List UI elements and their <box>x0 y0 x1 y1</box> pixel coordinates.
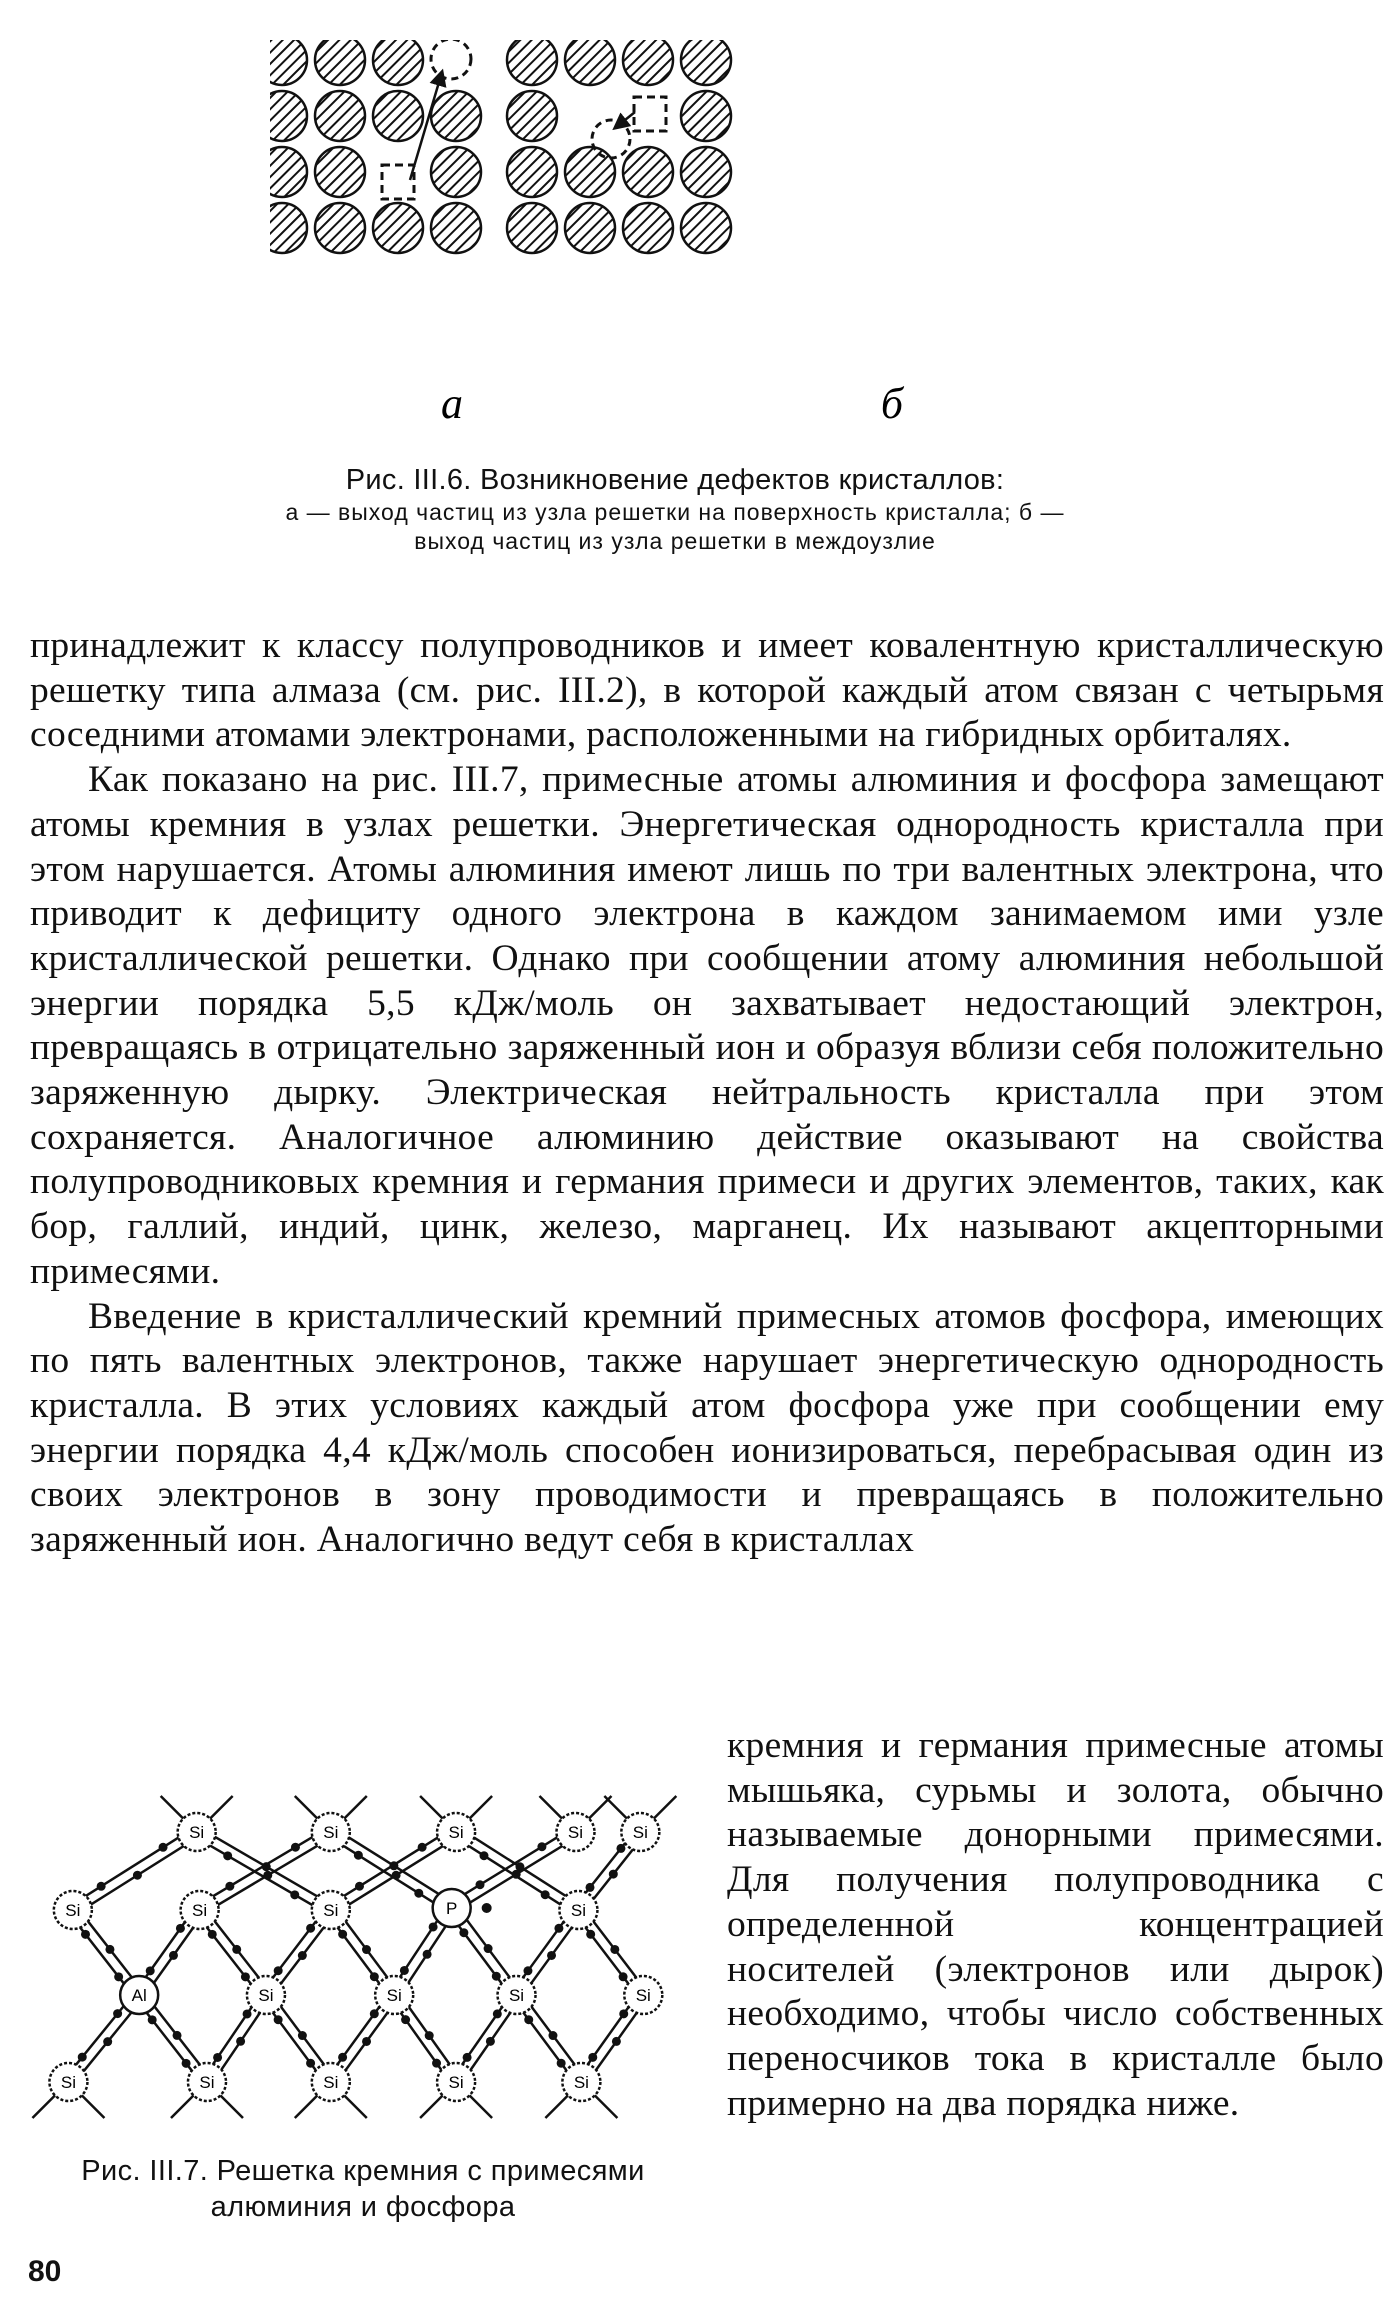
bond-electron <box>81 1930 90 1939</box>
bond-electron <box>523 1966 532 1975</box>
silicon-atom <box>188 2063 226 2101</box>
panel-a-lattice-particle <box>315 40 365 85</box>
panel-b-lattice-particle <box>507 91 557 141</box>
atom-symbol: Si <box>386 1986 402 2005</box>
bond-electron <box>619 2009 628 2018</box>
bond-electron <box>225 1882 234 1891</box>
figure-panel-b <box>507 40 731 253</box>
atom-symbol: Si <box>570 1901 586 1920</box>
atom-symbol: Al <box>131 1986 147 2005</box>
bond-electron <box>414 1889 423 1898</box>
silicon-atom <box>312 1813 350 1851</box>
bond-electron <box>463 2053 472 2062</box>
bond-electron <box>588 2053 597 2062</box>
bond-electron <box>306 1924 315 1933</box>
bond-electron <box>610 1945 619 1954</box>
panel-b-vacancy <box>634 97 666 131</box>
panel-a-displaced-particle <box>431 40 471 79</box>
bond-electron <box>133 1871 142 1880</box>
bond-electron <box>169 1951 178 1960</box>
main-body-text <box>30 624 1384 1563</box>
silicon-atom <box>247 1976 285 2014</box>
bond-electron <box>429 1922 438 1931</box>
bond-electron <box>274 1966 283 1975</box>
panel-b-lattice-particle <box>565 203 615 253</box>
paragraph-2: Как показано на рис. III.7, примесные атомы алюминия и фосфора замещают атомы кремния в узлах решетки. Энергетическая однородность кристалла при этом нарушается. Атомы алюминия имеют лишь по три валентных электрона, что приводит к дефициту одного электрона в каждом занимаемом ими узле кристаллической решетки. Однако при сообщении атому алюминия небольшой энергии порядка 5,5 кДж/моль он захватывает недостающий электрон, превращаясь в отрицательно заряженный ион и образуя вблизи себя положительно заряженную дырку. Электрическая нейтральность кристалла при этом сохраняется. Аналогичное алюминию действие оказывают на свойства полупроводниковых кремния и германия примеси и других элементов, таких, как бор, галлий, индий, цинк, железо, марганец. Их называют акцепторными примесями. <box>30 759 1384 1292</box>
paragraph-3: Введение в кристаллический кремний примесных атомов фосфора, имеющих по пять валентных электронов, также нарушает энергетическую однородность кристалла. В этих условиях каждый атом фосфора уже при сообщении ему энергии порядка 4,4 кДж/моль способен ионизироваться, перебрасывая один из своих электронов в зону проводимости и превращаясь в положительно заряженный ион. Аналогично ведут себя в кристаллах <box>30 1295 1384 1561</box>
figure-iii-6-caption-title: Рис. III.6. Возникновение дефектов кристаллов: <box>345 464 1005 496</box>
free-electron <box>482 1903 492 1913</box>
bond-electron <box>298 2031 307 2040</box>
panel-b-lattice-particle <box>681 91 731 141</box>
figure-iii-7-caption: Рис. III.7. Решетка кремния с примесями алюминия и фосфора <box>81 2155 645 2223</box>
bond-electron <box>354 1851 363 1860</box>
bond-electron <box>146 1966 155 1975</box>
bond-electron <box>290 1890 299 1899</box>
silicon-atom <box>556 1813 594 1851</box>
panel-b-lattice-particle <box>623 203 673 253</box>
atom-symbol: Si <box>323 1901 339 1920</box>
bond-electron <box>105 1945 114 1954</box>
bond-electron <box>182 2059 191 2068</box>
figure-iii-7 <box>28 1768 698 2153</box>
panel-a-vacancy <box>382 165 414 199</box>
silicon-atom <box>437 1813 475 1851</box>
bond-electron <box>213 2053 222 2062</box>
atom-symbol: Si <box>448 1823 464 1842</box>
bond-electron <box>547 1951 556 1960</box>
bond-electron <box>425 2031 434 2040</box>
panel-a-label: а <box>441 379 463 428</box>
panel-b-lattice-particle <box>623 147 673 197</box>
panel-a-lattice-particle <box>270 40 307 85</box>
silicon-atom <box>621 1813 659 1851</box>
atom-symbol: Si <box>60 2073 76 2092</box>
bond-electron <box>479 1851 488 1860</box>
atom-symbol: Si <box>635 1986 651 2005</box>
bond-electron <box>97 1882 106 1891</box>
bond-electron <box>537 1842 546 1851</box>
bond-electron <box>362 1945 371 1954</box>
atom-symbol: Si <box>573 2073 589 2092</box>
bond-electron <box>541 1890 550 1899</box>
atom-symbol: Si <box>448 2073 464 2092</box>
bond-electron <box>459 1928 468 1937</box>
bond-electron <box>338 2053 347 2062</box>
atom-symbol: Si <box>192 1901 208 1920</box>
panel-b-lattice-particle <box>681 147 731 197</box>
bond-electron <box>274 2015 283 2024</box>
bond-electron <box>173 2031 182 2040</box>
panel-b-lattice-particle <box>507 147 557 197</box>
bond-electron <box>401 2015 410 2024</box>
bond-electron <box>616 1844 625 1853</box>
bond-electron <box>306 2059 315 2068</box>
panel-a-lattice-particle <box>315 203 365 253</box>
bond-electron <box>612 2037 621 2046</box>
figure-iii-6-caption-description: а — выход частиц из узла решетки на поверхность кристалла; б — выход частиц из узла решетки в междоузлие <box>285 499 1065 554</box>
silicon-atom <box>498 1976 536 2014</box>
lattice-bond <box>197 1828 328 1906</box>
bond-electron <box>418 1843 427 1852</box>
bond-electron <box>484 1944 493 1953</box>
bond-electron <box>370 1972 379 1981</box>
panel-b-lattice-particle <box>681 40 731 85</box>
bond-electron <box>103 2037 112 2046</box>
bond-electron <box>586 1930 595 1939</box>
bond-electron <box>298 1951 307 1960</box>
bond-electron <box>423 1950 432 1959</box>
panel-a-lattice-particle <box>270 147 307 197</box>
silicon-atom <box>437 2063 475 2101</box>
bond-electron <box>355 1882 364 1891</box>
bond-electron <box>291 1843 300 1852</box>
bond-electron <box>223 1851 232 1860</box>
bond-electron <box>476 1880 485 1889</box>
panel-b-lattice-particle <box>507 40 557 85</box>
bond-electron <box>243 2009 252 2018</box>
phosphorus-atom <box>433 1889 471 1927</box>
bond-electron <box>619 1972 628 1981</box>
bond-electron <box>113 2009 122 2018</box>
bond-electron <box>263 1871 272 1880</box>
panel-b-lattice-particle <box>681 203 731 253</box>
silicon-atom <box>178 1813 216 1851</box>
bond-electron <box>114 1972 123 1981</box>
silicon-atom <box>624 1976 662 2014</box>
silicon-atom <box>562 2063 600 2101</box>
bond-electron <box>176 1924 185 1933</box>
figure-panel-a <box>270 40 481 253</box>
atom-symbol: Si <box>199 2073 215 2092</box>
atom-symbol: Si <box>323 2073 339 2092</box>
panel-b-lattice-particle <box>507 203 557 253</box>
bond-electron <box>609 1870 618 1879</box>
bond-electron <box>236 2037 245 2046</box>
silicon-atom <box>559 1891 597 1929</box>
panel-b-lattice-particle <box>565 40 615 85</box>
bond-electron <box>585 1883 594 1892</box>
page-number: 80 <box>28 2255 62 2288</box>
figure-iii-6 <box>270 40 1120 440</box>
panel-a-lattice-particle <box>270 91 307 141</box>
bond-electron <box>400 1966 409 1975</box>
atom-symbol: Si <box>189 1823 205 1842</box>
panel-b-lattice-particle <box>623 40 673 85</box>
bond-electron <box>362 2037 371 2046</box>
bond-electron <box>148 2015 157 2024</box>
atom-symbol: Si <box>323 1823 339 1842</box>
bond-electron <box>241 1972 250 1981</box>
side-column-text <box>727 1724 1384 2126</box>
figure-iii-6-caption <box>260 462 1090 556</box>
lattice-bond <box>70 1828 194 1906</box>
panel-b-label: б <box>880 379 904 428</box>
atom-symbol: Si <box>508 1986 525 2005</box>
paragraph-1: принадлежит к классу полупроводников и имеет ковалентную кристаллическую решетку типа алмаза (см. рис. III.2), в которой каждый атом связан с четырьмя соседними атомами электронами, расположенными на гибридных орбиталях. <box>30 625 1384 756</box>
atom-symbol: Si <box>258 1986 274 2005</box>
bond-electron <box>557 2059 566 2068</box>
bond-electron <box>370 2009 379 2018</box>
bond-electron <box>548 2031 557 2040</box>
bond-electron <box>486 2037 495 2046</box>
silicon-atom <box>312 1891 350 1929</box>
bond-electron <box>554 1924 563 1933</box>
bond-electron <box>392 1871 401 1880</box>
bond-electron <box>208 1930 217 1939</box>
atom-symbol: Si <box>65 1901 81 1920</box>
bond-electron <box>524 2015 533 2024</box>
panel-a-lattice-particle <box>431 147 481 197</box>
atom-symbol: P <box>445 1899 458 1918</box>
silicon-atom <box>375 1976 413 2014</box>
bond-electron <box>232 1945 241 1954</box>
aluminium-atom <box>120 1976 158 2014</box>
bond-electron <box>338 1930 347 1939</box>
atom-symbol: Si <box>567 1823 584 1842</box>
bond-electron <box>159 1843 168 1852</box>
paragraph-3-continuation: кремния и германия примесные атомы мышьяка, сурьмы и золота, обычно называемые донорными примесями. Для получения полупроводника с определенной концентрацией носителей (электронов или дырок) необходимо, чтобы число собственных переносчиков тока в кристалле было примерно на два порядка ниже. <box>727 1725 1384 2124</box>
atom-symbol: Si <box>632 1823 648 1842</box>
silicon-atom <box>54 1891 92 1929</box>
bond-electron <box>432 2059 441 2068</box>
bond-electron <box>78 2053 87 2062</box>
panel-a-lattice-particle <box>373 40 423 85</box>
bond-electron <box>512 1870 521 1879</box>
panel-a-lattice-particle <box>315 91 365 141</box>
panel-a-lattice-particle <box>315 147 365 197</box>
silicon-atom <box>181 1891 219 1929</box>
panel-b-displacement-arrow <box>615 112 635 128</box>
silicon-atom <box>49 2063 87 2101</box>
bond-electron <box>492 1972 501 1981</box>
bond-electron <box>493 2009 502 2018</box>
panel-a-lattice-particle <box>431 203 481 253</box>
panel-a-lattice-particle <box>373 91 423 141</box>
panel-a-lattice-particle <box>373 203 423 253</box>
panel-b-lattice-particle <box>565 147 615 197</box>
panel-a-lattice-particle <box>431 91 481 141</box>
panel-a-lattice-particle <box>270 203 307 253</box>
silicon-atom <box>312 2063 350 2101</box>
